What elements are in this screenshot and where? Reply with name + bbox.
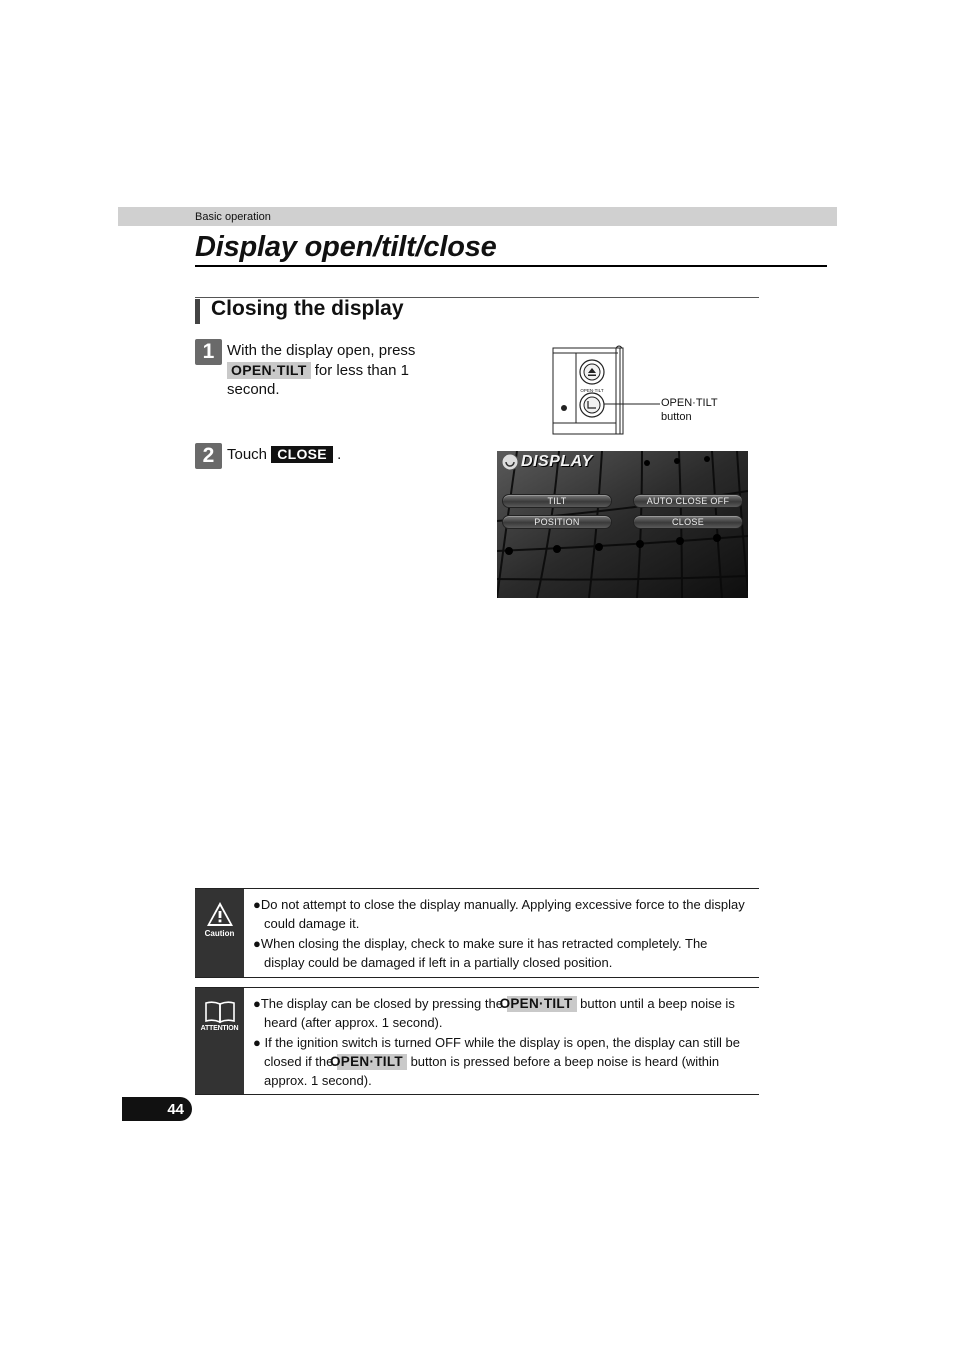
caution-text xyxy=(253,895,751,972)
caution-item-2: ●When closing the display, check to make sure it has retracted completely. The display could be damaged if left in a partially closed position. xyxy=(253,935,708,970)
close-key: CLOSE xyxy=(271,446,333,463)
subheading-bar xyxy=(195,299,200,324)
caution-sidebar xyxy=(195,889,244,977)
step-1-text-after: for less than 1 second. xyxy=(227,361,409,398)
warning-triangle-icon xyxy=(206,901,234,927)
section-label: Basic operation xyxy=(195,211,271,223)
attention-item-1: ●The display can be closed by pressing the OPEN·TILT button until a beep noise is heard (after approx. 1 second). xyxy=(253,996,735,1031)
open-tilt-callout xyxy=(661,397,718,424)
step-2-text xyxy=(227,445,447,465)
device-panel-illustration xyxy=(552,345,660,437)
attention-text xyxy=(253,994,751,1090)
step-2-text-before: Touch xyxy=(227,446,268,463)
step-2-badge: 2 xyxy=(195,443,222,469)
step-2-text-after: . xyxy=(337,446,342,463)
open-tilt-key: OPEN·TILT xyxy=(227,362,311,379)
auto-close-off-button[interactable]: AUTO CLOSE OFF xyxy=(633,494,743,508)
page-number: 44 xyxy=(122,1097,192,1121)
display-menu-screen xyxy=(497,451,748,598)
attention-sidebar xyxy=(195,988,244,1094)
open-tilt-key: OPEN·TILT xyxy=(337,1054,407,1070)
caution-label: Caution xyxy=(204,929,235,938)
screen-title: DISPLAY xyxy=(521,453,593,470)
attention-item-2: ● If the ignition switch is turned OFF while the display is open, the display can still be closed if the OPEN·TILT button is pressed before a beep noise is heard (within approx. 1 second). xyxy=(253,1034,740,1089)
step-1-text-before: With the display open, press xyxy=(227,342,416,359)
step-1-badge: 1 xyxy=(195,339,222,365)
tilt-button[interactable]: TILT xyxy=(502,494,612,508)
callout-line-2: button xyxy=(661,410,692,423)
attention-box xyxy=(195,987,759,1095)
book-icon xyxy=(204,1000,236,1024)
device-small-label: OPEN·TILT xyxy=(580,388,604,393)
callout-line-1: OPEN·TILT xyxy=(661,397,718,409)
caution-item-1: ●Do not attempt to close the display manually. Applying excessive force to the display could damage it. xyxy=(253,897,745,932)
caution-box xyxy=(195,888,759,978)
title-rule xyxy=(195,265,827,267)
step-1-text xyxy=(227,341,447,400)
subheading: Closing the display xyxy=(211,297,404,320)
position-button[interactable]: POSITION xyxy=(502,515,612,529)
close-button[interactable]: CLOSE xyxy=(633,515,743,529)
page-title: Display open/tilt/close xyxy=(195,231,497,263)
open-tilt-key: OPEN·TILT xyxy=(507,996,577,1012)
attention-label: ATTENTION xyxy=(200,1025,239,1032)
